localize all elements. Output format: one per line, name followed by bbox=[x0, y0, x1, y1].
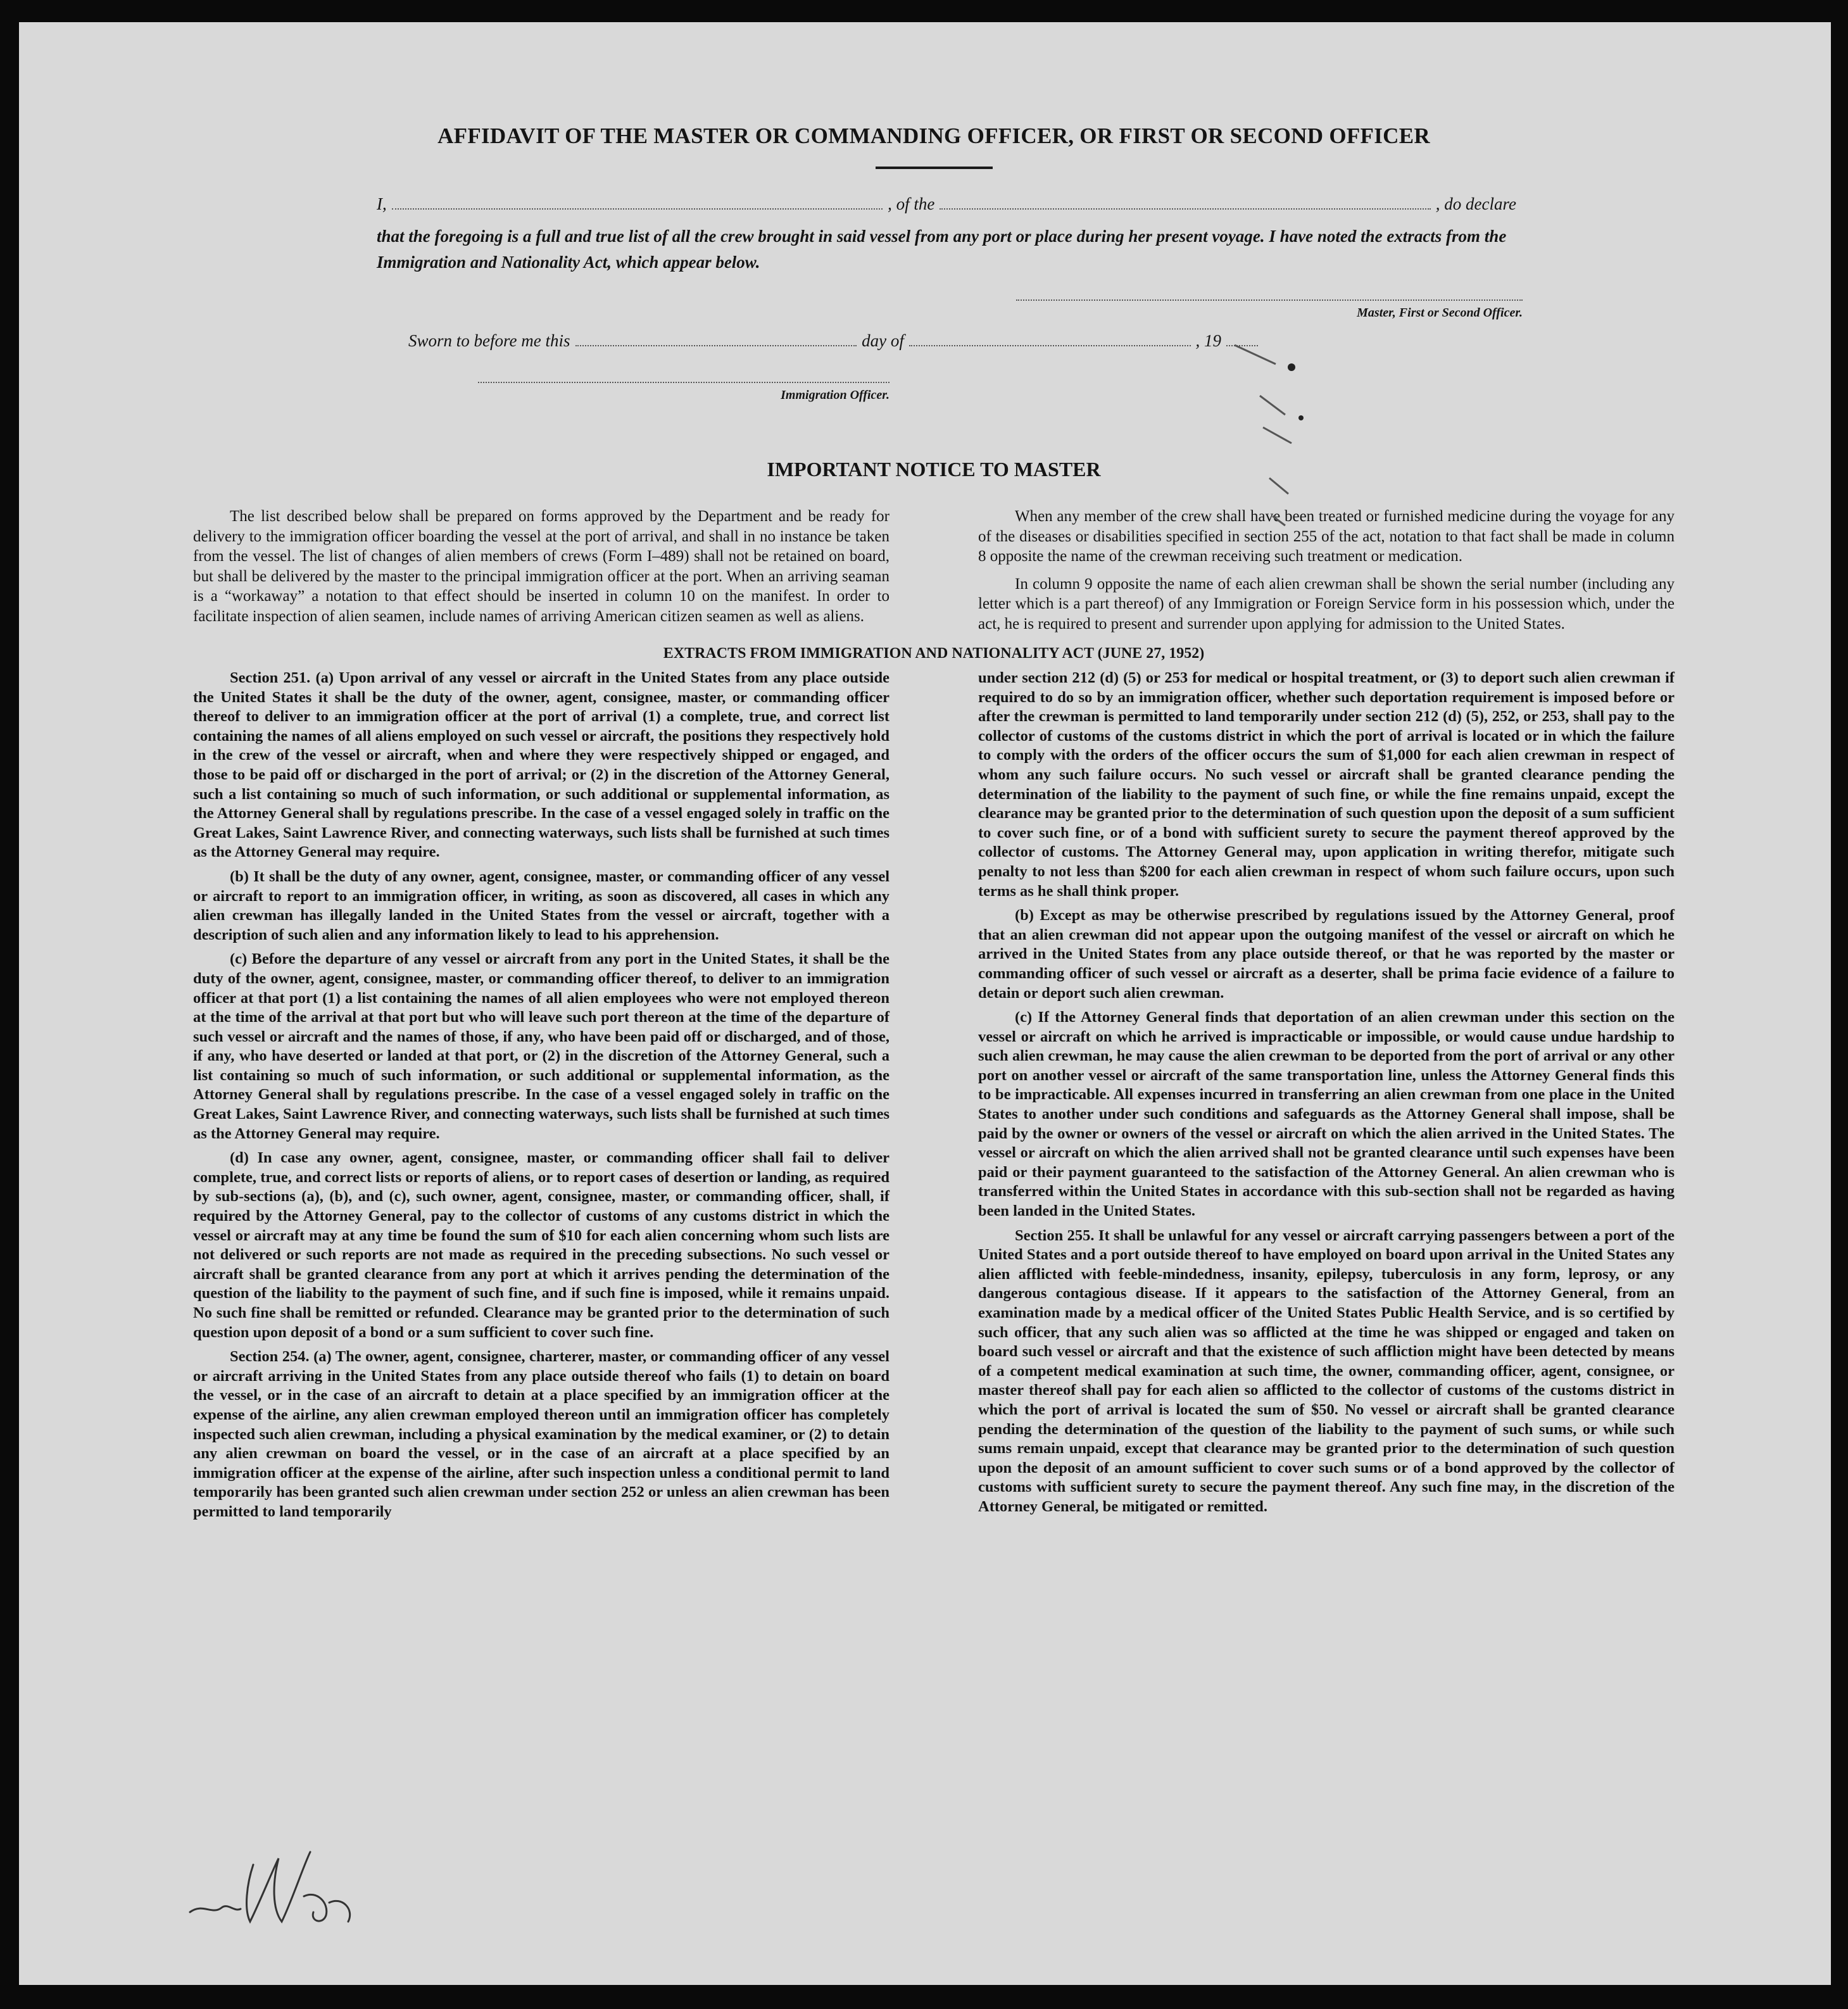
declaration-text: that the foregoing is a full and true list of all the crew brought in said vessel from any port or place during her present voyage. I have noted the extracts from the Immigration and Nationality Act, which appear below. bbox=[377, 227, 1507, 272]
law-paragraph: under section 212 (d) (5) or 253 for medical or hospital treatment, or (3) to deport such alien crewman if required to do so by an immigration officer, whether such deportation requirement is imposed before or after the crewman is permitted to land temporarily under section 212 (d) (5), 252, or 253, shall pay to the collector of customs of the customs district in which the port of arrival is located or in which the failure to comply with the orders of the officer occurs the sum of $1,000 for each alien crewman in respect of whom any such failure occurs. No such vessel or aircraft shall be granted clearance pending the determination of the liability to the payment of such fine, or while the fine remains unpaid, except the clearance may be granted prior to the determination of such question upon the deposit of a sum sufficient to cover such fine, or of a bond with sufficient surety to secure the payment thereof approved by the collector of customs. The Attorney General may, upon application in writing therefor, mitigate such penalty to not less than $200 for each alien crewman in respect of whom such failure occurs, upon such terms as he shall think proper. bbox=[978, 669, 1675, 900]
declaration-of-the: , of the bbox=[888, 194, 935, 213]
affidavit-title: AFFIDAVIT OF THE MASTER OR COMMANDING OFFICER, OR FIRST OR SECOND OFFICER bbox=[437, 123, 1430, 148]
title-rule bbox=[876, 167, 993, 169]
law-paragraph: Section 255. It shall be unlawful for any vessel or aircraft carrying passengers between a port of the United States and a port outside thereof to have employed on board upon arrival in the United States any alien afflicted with feeble-mindedness, insanity, epilepsy, tuberculosis in any form, leprosy, or any dangerous contagious disease. If it appears to the satisfaction of the Attorney General, from an examination made by a medical officer of the United States Public Health Service, and is so certified by such officer, that any such alien was so afflicted at the time he was shipped or engaged and taken on board such vessel or aircraft and that the existence of such affliction might have been detected by means of a competent medical examination at such time, the owner, commanding officer, agent, consignee, or master thereof shall pay for each alien so afflicted to the collector of customs of the customs district in which the port of arrival is located the sum of $50. No vessel or aircraft shall be granted clearance pending the determination of the question of the liability to the payment of such sums, or while such sums remain unpaid, except that clearance may be granted prior to the determination of such question upon the deposit of an amount sufficient to cover such sums or of a bond approved by the collector of customs with sufficient surety to secure the payment thereof. Any such fine may, in the discretion of the Attorney General, be mitigated or remitted. bbox=[978, 1226, 1675, 1515]
sworn-year: , 19 bbox=[1195, 331, 1221, 350]
law-paragraph: (c) If the Attorney General finds that deportation of an alien crewman under this section on the vessel or aircraft on which he arrived is impracticable or impossible, or would cause undue hardship to such alien crewman, he may cause the alien crewman to be deported from the port of arrival or any other port on another vessel or aircraft of the same transportation line, unless the Attorney General finds this to be impracticable. All expenses incurred in transferring an alien crewman from one place in the United States to another under such conditions and safeguards as the Attorney General shall impose, shall be paid by the owner or owners of the vessel or aircraft on which the alien arrived in the United States. The vessel or aircraft on which the alien arrived shall not be granted clearance until such expenses have been paid or their payment guaranteed to the satisfaction of the Attorney General. An alien crewman who is transferred within the United States in accordance with this sub-section shall not be regarded as having been landed in the United States. bbox=[978, 1009, 1675, 1220]
master-signature bbox=[1016, 299, 1523, 320]
law-paragraph: (b) Except as may be otherwise prescribed by regulations issued by the Attorney General, proof that an alien crewman did not appear upon the outgoing manifest of the vessel or aircraft on which he arrived in the United States from any place outside thereof, or that he was reported by the master or commanding officer of such vessel or aircraft as a deserter, shall be prima facie evidence of a failure to detain or deport such alien crewman. bbox=[978, 907, 1675, 1002]
sworn-year-field[interactable] bbox=[1226, 335, 1258, 346]
sworn-prefix: Sworn to before me this bbox=[408, 331, 570, 350]
sworn-line bbox=[408, 331, 1263, 351]
officer-caption: Immigration Officer. bbox=[781, 388, 889, 402]
document-page bbox=[19, 22, 1831, 1985]
sworn-day-of: day of bbox=[862, 331, 904, 350]
document-content bbox=[193, 123, 1675, 1522]
notice-paragraph: In column 9 opposite the name of each alien crewman shall be shown the serial number (including any letter which is a part thereof) of any Immigration or Foreign Service form in his possession which, under the act, he is required to present and surrender upon applying for admission to the United States. bbox=[978, 575, 1675, 633]
sworn-day-field[interactable] bbox=[575, 335, 857, 346]
law-paragraph: (d) In case any owner, agent, consignee, master, or commanding officer shall fail to deliver complete, true, and correct lists or reports of aliens, or to report cases of desertion or landing, as required by sub-sections (a), (b), and (c), such owner, agent, consignee, master, or commanding officer, shall, if required by the Attorney General, pay to the collector of customs of any customs district in which the vessel or aircraft may at any time be found the sum of $10 for each alien concerning whom such lists are not delivered or such reports are not made as required in the preceding subsections. No such vessel or aircraft shall be granted clearance from any port at which it arrives pending the determination of the question of the liability to the payment of such fine, and if such fine is imposed, while it remains unpaid. No such fine shall be remitted or refunded. Clearance may be granted prior to the determination of such question upon deposit of a bond or a sum sufficient to cover such fine. bbox=[193, 1149, 889, 1341]
vessel-field[interactable] bbox=[940, 198, 1430, 210]
notice-columns bbox=[193, 507, 1675, 634]
extracts-columns bbox=[193, 669, 1675, 1522]
notice-right-column bbox=[978, 507, 1675, 634]
declaration-do-declare: , do declare bbox=[1435, 194, 1516, 213]
law-paragraph: Section 254. (a) The owner, agent, consignee, charterer, master, or commanding officer of any vessel or aircraft arriving in the United States from any place outside thereof who fails (1) to detain on board the vessel, or in the case of an aircraft to detain at a place specified by an immigration officer at the expense of the airline, any alien crewman employed thereon until an immigration officer has completely inspected such alien crewman, including a physical examination by the medical examiner, or (2) to detain any alien crewman on board the vessel, or in the case of an aircraft at a place specified by an immigration officer at the expense of the airline, after such inspection unless a conditional permit to land temporarily has been granted such alien crewman under section 252 or unless an alien crewman has been permitted to land temporarily bbox=[193, 1348, 889, 1520]
extracts-left-column bbox=[193, 669, 889, 1522]
extracts-right-column bbox=[978, 669, 1675, 1522]
declaration-i: I, bbox=[377, 194, 387, 213]
signature-block bbox=[193, 299, 1675, 432]
officer-signature-field[interactable] bbox=[478, 382, 889, 383]
name-field[interactable] bbox=[392, 198, 883, 210]
notice-paragraph: The list described below shall be prepared on forms approved by the Department and be ready for delivery to the immigration officer boarding the vessel at the port of arrival, and shall in no instance be taken from the vessel. The list of changes of alien members of crews (Form I–489) shall not be retained on board, but shall be delivered by the master to the principal immigration officer at the port. When an arriving seaman is a “workaway” a notation to that effect should be inserted in column 10 on the manifest. In order to facilitate inspection of alien seamen, include names of arriving American citizen seamen as well as aliens. bbox=[193, 508, 889, 625]
master-caption: Master, First or Second Officer. bbox=[1357, 306, 1523, 320]
master-signature-field[interactable] bbox=[1016, 299, 1523, 301]
declaration-line bbox=[377, 194, 1516, 218]
law-paragraph: (b) It shall be the duty of any owner, agent, consignee, master, or commanding officer of any vessel or aircraft to report to an immigration officer, in writing, as soon as discovered, all cases in which any alien crewman has illegally landed in the United States from the vessel or aircraft, together with a description of such alien and any information likely to lead to his apprehension. bbox=[193, 867, 889, 943]
law-paragraph: (c) Before the departure of any vessel or aircraft from any port in the United States, it shall be the duty of the owner, agent, consignee, master, or commanding officer thereof, to deliver to an immigration officer at that port (1) a list containing the names of all alien employees who were not employed thereon at the time of the arrival at that port but who will leave such port thereon at the time of the departure of such vessel or aircraft and the names of those, if any, who have been paid off or discharged, and of those, if any, who have deserted or landed at that port, or (2) in the discretion of the Attorney General, such a list containing so much of such information, or such additional or supplemental information, as the Attorney General shall by regulations prescribe. In the case of a vessel engaged solely in traffic on the Great Lakes, Saint Lawrence River, and connecting waterways, such lists shall be furnished at such times as the Attorney General may require. bbox=[193, 950, 889, 1142]
sworn-month-field[interactable] bbox=[909, 335, 1191, 346]
handwritten-signature-icon bbox=[177, 1827, 380, 1941]
declaration-block bbox=[377, 194, 1516, 275]
notice-title: IMPORTANT NOTICE TO MASTER bbox=[767, 458, 1101, 481]
law-paragraph: Section 251. (a) Upon arrival of any vessel or aircraft in the United States from any place outside the United States it shall be the duty of the owner, agent, consignee, master, or commanding officer thereof to deliver to an immigration officer at the port of arrival (1) a complete, true, and correct list containing the names of all aliens employed on such vessel or aircraft, the positions they respectively hold in the crew of the vessel or aircraft, when and where they were respectively shipped or engaged, and those to be paid off or discharged in the port of arrival; or (2) in the discretion of the Attorney General, such a list containing so much of such information, or such additional or supplemental information, as the Attorney General shall by regulations prescribe. In the case of a vessel engaged solely in traffic on the Great Lakes, Saint Lawrence River, and connecting waterways, such lists shall be furnished at such times as the Attorney General may require. bbox=[193, 669, 889, 861]
extracts-title: EXTRACTS FROM IMMIGRATION AND NATIONALITY ACT (JUNE 27, 1952) bbox=[663, 645, 1205, 662]
notice-left-column bbox=[193, 507, 889, 634]
notice-paragraph: When any member of the crew shall have been treated or furnished medicine during the voyage for any of the diseases or disabilities specified in section 255 of the act, notation to that fact shall be made in column 8 opposite the name of the crewman receiving such treatment or medication. bbox=[978, 508, 1675, 565]
officer-signature bbox=[478, 382, 889, 403]
